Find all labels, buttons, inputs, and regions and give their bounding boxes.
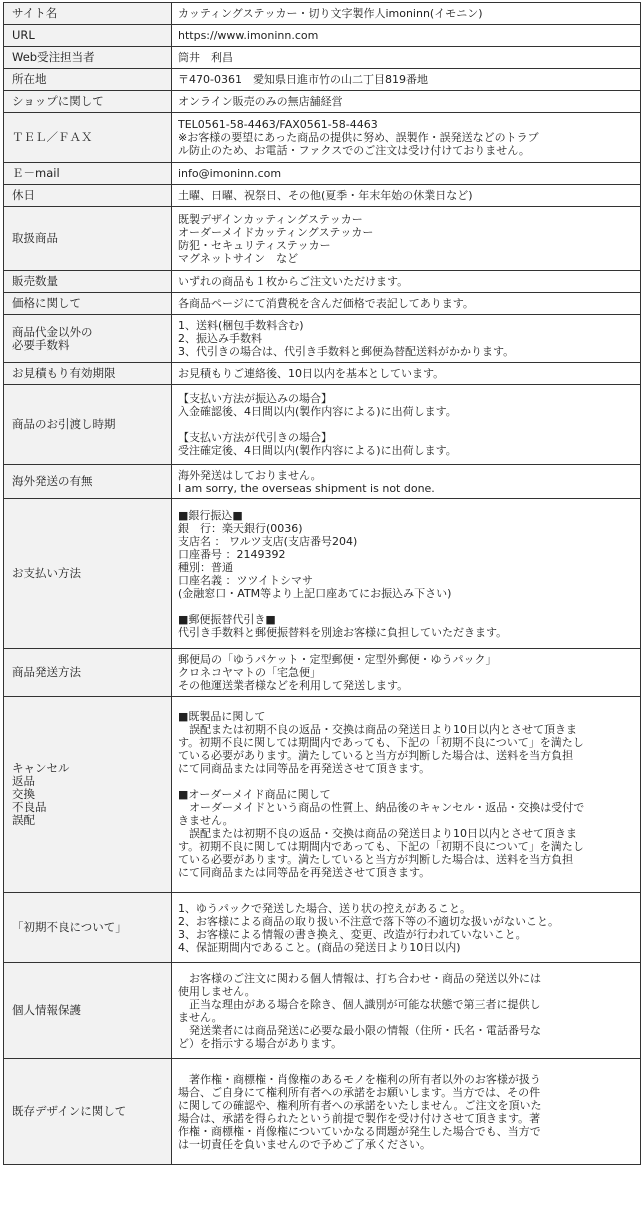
row-label-text: 商品のお引渡し時期 [12,417,116,431]
row-label-text: 販売数量 [12,274,58,288]
row-label-text: 既存デザインに関して [12,1104,127,1118]
row-value-line: ません。 [178,1010,223,1024]
row-value-line: 防犯・セキュリティステッカー [178,238,331,252]
row-value [172,163,641,185]
row-label [4,363,172,385]
row-label-text: Ｅ－mail [12,166,60,180]
row-value-line: お見積もりご連絡後、10日以内を基本としています。 [178,367,445,380]
row-value-line: 著作権・商標権・肖像権のあるモノを権利の所有者以外のお客様が扱う [178,1072,541,1086]
row-value-line: 発送業者には商品発送に必要な最小限の情報（住所・氏名・電話番号な [178,1023,541,1037]
row-value-line: 3、代引きの場合は、代引き手数料と郵便為替配送料がかかります。 [178,345,515,358]
row-value-line: 1、送料(梱包手数料含む) [178,319,304,332]
row-value-line: ※お客様の要望にあった商品の提供に努め、誤製作・誤発送などのトラブ [178,131,539,144]
row-label [4,69,172,91]
row-label [4,163,172,185]
row-value-line: 受注確定後、4日間以内(製作内容による)に出荷します。 [178,444,457,457]
row-value [172,25,641,47]
row-value-line [178,418,634,431]
row-value [172,363,641,385]
row-value-line: 1、ゆうパックで発送した場合、送り状の控えがあること。 [178,901,471,915]
row-label [4,91,172,113]
row-value-line: https://www.imoninn.com [178,29,319,42]
info-row [4,207,641,271]
info-row [4,185,641,207]
row-value-line: 支店名 ： ワルツ支店(支店番号204) [178,534,358,548]
row-value-line: 【支払い方法が代引きの場合】 [178,431,332,444]
row-label-text: 休日 [12,188,35,202]
row-value [172,207,641,271]
info-row [4,649,641,697]
row-label [4,207,172,271]
row-label [4,499,172,649]
info-row [4,293,641,315]
row-label-text: Web受注担当者 [12,50,95,64]
row-label [4,697,172,893]
row-label [4,963,172,1059]
shop-info-rows [4,3,641,1165]
row-value [172,271,641,293]
row-value [172,185,641,207]
row-value-line: 使用しません。 [178,984,256,998]
row-value [172,649,641,697]
row-value-line: マグネットサイン など [178,251,299,265]
row-value-line: 代引き手数料と郵便振替料を別途お客様に負担していただきます。 [178,625,508,639]
row-value [172,465,641,499]
row-label-text: 個人情報保護 [12,1003,81,1017]
row-label [4,893,172,963]
info-row [4,271,641,293]
row-value [172,69,641,91]
row-value-line: TEL0561-58-4463/FAX0561-58-4463 [178,118,378,131]
row-value [172,113,641,163]
row-value-line: 場合は、承諾を得られたという前提で製作を受け付けさせて頂きます。著 [178,1111,541,1125]
info-row [4,113,641,163]
row-value-line: オンライン販売のみの無店舗経営 [178,95,343,108]
row-value-line: きません。 [178,814,234,827]
row-value-line: 口座番号 ：2149392 [178,547,286,561]
row-value-line: 場合、ご自身にて権利所有者への承諾をお願いします。当方では、その件 [178,1085,541,1099]
row-label-text: URL [12,28,35,42]
row-value-line: 3、お客様による情報の書き換え、変更、改造が行われていないこと。 [178,927,527,941]
row-value-line: 海外発送はしておりません。 [178,468,322,482]
row-value-line: ■既製品に関して [178,710,266,723]
row-value-line: I am sorry, the overseas shipment is not done. [178,481,435,495]
row-label [4,1059,172,1165]
row-value-line: カッティングステッカー・切り文字製作人imoninn(イモニン) [178,7,483,20]
row-label-text: 価格に関して [12,296,81,310]
row-label-text: 海外発送の有無 [12,474,93,488]
row-value-line: オーダーメイドという商品の性質上、納品後のキャンセル・返品・交換は受付で [178,801,585,814]
row-value-line: ど）を指示する場合があります。 [178,1036,343,1050]
row-value [172,315,641,363]
row-value-line: ル防止のため、お電話・ファクスでのご注文は受け付けておりません。 [178,144,530,157]
row-value-line: ■オーダーメイド商品に関して [178,788,331,801]
info-row [4,163,641,185]
row-value [172,499,641,649]
row-value-line: にて同商品または同等品を再発送させて頂きます。 [178,866,431,879]
row-value-line: info@imoninn.com [178,167,282,180]
row-value [172,1059,641,1165]
row-value-line: 既製デザインカッティングステッカー [178,212,363,226]
row-value-line: す。初期不良に関しては期間内であっても、下記の「初期不良について」を満たし [178,736,584,749]
row-value-line: (金融窓口・ATM等より上記口座あてにお振込み下さい) [178,586,452,600]
row-value-line: 各商品ページにて消費税を含んだ価格で表記してあります。 [178,297,474,310]
row-label-text: 所在地 [12,72,47,86]
row-value-line: ■銀行振込■ [178,508,243,522]
row-value-line: お客様のご注文に関わる個人情報は、打ち合わせ・商品の発送以外には [178,971,541,985]
row-value-line: オーダーメイドカッティングステッカー [178,225,374,239]
row-value [172,91,641,113]
row-label [4,3,172,25]
row-value-line: ■郵便振替代引き■ [178,612,276,626]
row-value-line: 郵便局の「ゆうパケット・定型郵便・定型外郵便・ゆうパック」 [178,653,497,666]
info-row [4,499,641,649]
row-label [4,385,172,465]
row-label [4,293,172,315]
info-row [4,315,641,363]
row-label-text: サイト名 [12,6,58,20]
row-label [4,47,172,69]
info-row [4,91,641,113]
row-value-line: にて同商品または同等品を再発送させて頂きます。 [178,762,431,775]
row-value [172,893,641,963]
row-value [172,963,641,1059]
row-value-line: 2、お客様による商品の取り扱い不注意で落下等の不適切な扱いがないこと。 [178,914,559,928]
row-label-text: キャンセル 返品 交換 不良品 誤配 [12,761,70,827]
info-row [4,69,641,91]
row-value [172,293,641,315]
info-row [4,465,641,499]
row-label-text: ショップに関して [12,94,104,108]
row-label-text: お見積もり有効期限 [12,366,116,380]
info-row [4,363,641,385]
row-value-line [178,775,634,788]
row-value-line: 口座名義 ：ツツイトシマサ [178,573,313,587]
row-label [4,271,172,293]
row-value-line: 作権・商標権・肖像権についていかなる問題が発生した場合でも、当方で [178,1124,541,1138]
row-value-line: クロネコヤマトの「宅急便」 [178,666,321,679]
row-value-line: その他運送業者様などを利用して発送します。 [178,679,409,692]
row-value-line: 土曜、日曜、祝祭日、その他(夏季・年末年始の休業日など) [178,189,473,202]
row-value [172,697,641,893]
row-value-line: は一切責任を負いませんので予めご了承ください。 [178,1137,431,1151]
row-value-line: 誤配または初期不良の返品・交換は商品の発送日より10日以内とさせて頂きま [178,723,577,736]
row-label-text: ＴＥＬ／ＦＡＸ [12,130,93,144]
info-row [4,47,641,69]
row-value-line: 誤配または初期不良の返品・交換は商品の発送日より10日以内とさせて頂きま [178,827,577,840]
row-label-text: 商品発送方法 [12,665,81,679]
shop-info-table [3,2,641,1165]
row-value-line: に関しての確認や、権利所有者への承諾をいたしません。ご注文を頂いた [178,1098,542,1112]
row-value-line: す。初期不良に関しては期間内であっても、下記の「初期不良について」を満たし [178,840,584,853]
row-value-line: いずれの商品も１枚からご注文いただけます。 [178,275,409,288]
row-value-line: 【支払い方法が振込みの場合】 [178,392,332,405]
row-label [4,113,172,163]
row-label-text: 取扱商品 [12,231,58,245]
row-label-text: 商品代金以外の 必要手数料 [12,324,93,352]
row-label [4,465,172,499]
info-row [4,963,641,1059]
row-value-line: 筒井 利昌 [178,51,233,64]
row-value-line: 2、振込み手数料 [178,332,262,345]
row-value-line: ている必要があります。満たしていると当方が判断した場合は、送料を当方負担 [178,853,574,866]
info-row [4,25,641,47]
row-label-text: お支払い方法 [12,566,81,580]
row-value [172,385,641,465]
row-value-line: 銀 行：楽天銀行(0036) [178,521,303,535]
row-label [4,649,172,697]
info-row [4,3,641,25]
row-label [4,25,172,47]
row-label-text: 「初期不良について」 [12,920,127,934]
row-value [172,47,641,69]
row-label [4,315,172,363]
row-value-line [178,600,634,613]
info-row [4,1059,641,1165]
info-row [4,893,641,963]
row-value-line: 入金確認後、4日間以内(製作内容による)に出荷します。 [178,405,457,418]
row-value-line: ている必要があります。満たしていると当方が判断した場合は、送料を当方負担 [178,749,574,762]
info-row [4,385,641,465]
row-value-line: 正当な理由がある場合を除き、個人識別が可能な状態で第三者に提供し [178,997,541,1011]
row-value-line: 種別：普通 [178,560,233,574]
row-label [4,185,172,207]
row-value-line: 4、保証期間内であること。(商品の発送日より10日以内) [178,940,461,954]
row-value [172,3,641,25]
info-row [4,697,641,893]
row-value-line: 〒470-0361 愛知県日進市竹の山二丁目819番地 [178,73,428,86]
